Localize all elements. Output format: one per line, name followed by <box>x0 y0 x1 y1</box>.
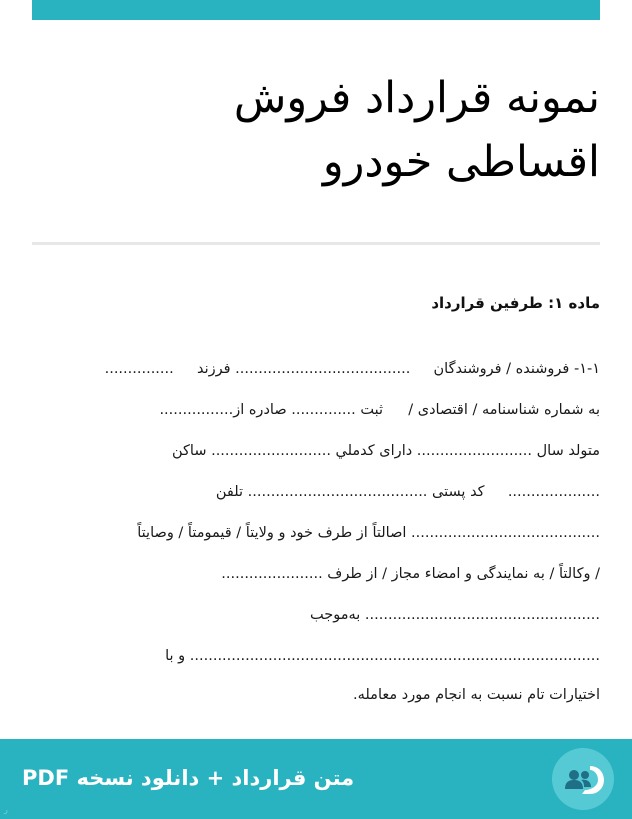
line-1-seller: ۱-۱- فروشنده / فروشندگان <box>433 361 600 377</box>
line-1-child-of: ...................................... فرزند <box>196 361 411 377</box>
line-4-postal: کد پستی ....................................... تلفن <box>215 484 485 500</box>
contract-line-6 <box>40 563 600 585</box>
contract-line-2 <box>40 399 600 421</box>
contract-line-9 <box>40 684 600 706</box>
line-4-dots: .................... <box>507 484 600 500</box>
corner-mark: ر <box>4 805 8 814</box>
title-line-2: اقساطی خودرو <box>322 137 600 187</box>
top-accent-bar <box>32 0 600 20</box>
line-7-pursuant: ................................................... به‌موجب <box>310 607 600 623</box>
line-9-authority: اختیارات تام نسبت به انجام مورد معامله. <box>353 687 600 703</box>
line-8-and-with: ......................................................................................... و با <box>165 648 600 664</box>
contract-line-7 <box>40 604 600 626</box>
section-heading: ماده ۱: طرفین قرارداد <box>431 294 600 312</box>
contract-line-5 <box>32 522 600 544</box>
page-title <box>32 66 600 194</box>
title-divider <box>32 242 600 245</box>
download-banner[interactable] <box>0 739 632 819</box>
line-3-birth: متولد سال ......................... دارای کدملي .......................... ساکن <box>171 443 600 459</box>
title-line-1: نمونه قرارداد فروش <box>233 73 600 123</box>
contract-line-3 <box>40 440 600 462</box>
contract-line-1 <box>40 358 600 380</box>
line-2-id: به شماره شناسنامه / اقتصادی / <box>408 402 600 418</box>
line-6-attorney: / وکالتاً / به نمایندگی و امضاء مجاز / از طرف ...................... <box>221 566 600 582</box>
contract-line-8 <box>40 645 600 667</box>
line-5-capacity: ......................................... اصالتاً از طرف خود و ولایتاً / قیمومتاً / وصایتاً <box>137 525 600 541</box>
line-2-registered: ثبت .............. صادره از................ <box>159 402 384 418</box>
people-chat-icon <box>552 748 614 810</box>
line-1-dots: ............... <box>104 361 174 377</box>
contract-line-4 <box>40 481 600 503</box>
download-banner-label[interactable]: متن قرارداد + دانلود نسخه PDF <box>22 766 355 790</box>
